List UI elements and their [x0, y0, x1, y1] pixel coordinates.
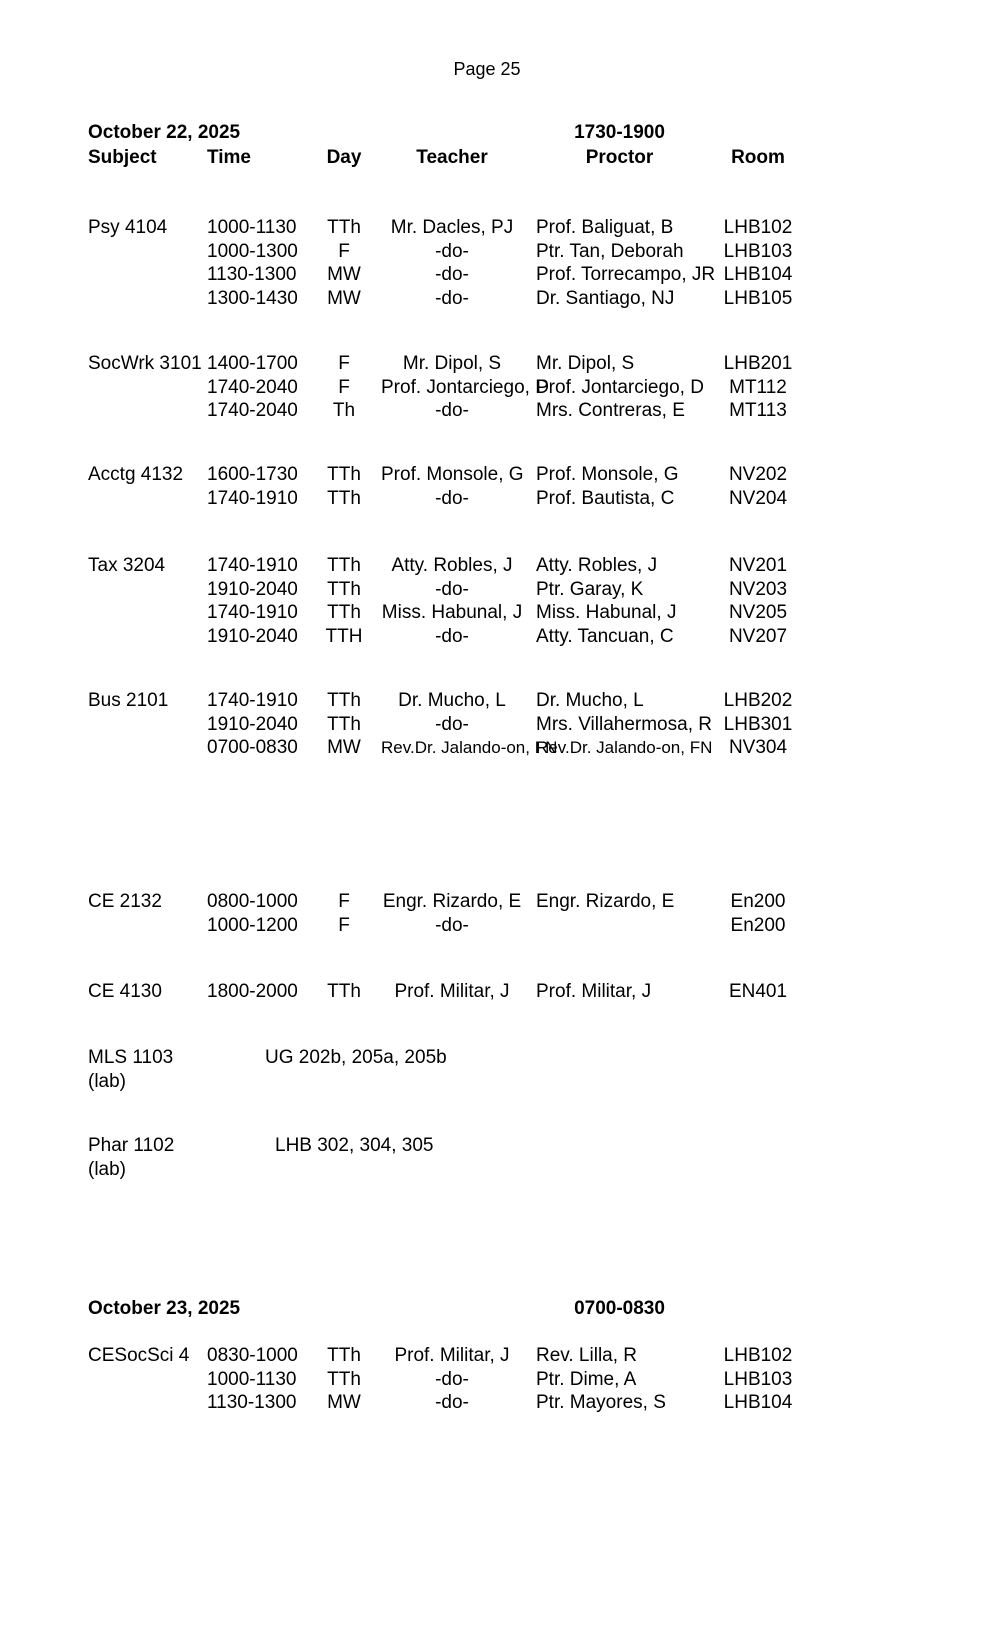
- column-header-row: [88, 146, 1000, 170]
- teacher-cell: Engr. Rizardo, E: [382, 891, 522, 912]
- room-cell: LHB104: [723, 1392, 793, 1413]
- day-cell: MW: [327, 737, 361, 758]
- day-cell: F: [338, 891, 350, 912]
- room-cell: En200: [730, 891, 786, 912]
- lab-row: [88, 1070, 1000, 1094]
- proctor-cell: Prof. Monsole, G: [536, 464, 679, 485]
- timeslot-heading: 1730-1900: [574, 122, 665, 143]
- group-tax-3204: [0, 554, 1000, 648]
- proctor-cell: Ptr. Tan, Deborah: [536, 240, 684, 262]
- teacher-cell: -do-: [435, 1368, 469, 1390]
- table-row: [88, 914, 1000, 938]
- section-heading: [88, 1297, 1000, 1321]
- proctor-cell: Mr. Dipol, S: [536, 353, 635, 374]
- teacher-cell: -do-: [435, 264, 469, 285]
- day-cell: Th: [332, 400, 356, 421]
- date-heading: October 22, 2025: [88, 122, 241, 143]
- column-header-subject: Subject: [88, 147, 157, 168]
- proctor-cell: Dr. Mucho, L: [536, 690, 644, 711]
- teacher-cell: Prof. Militar, J: [394, 1345, 510, 1366]
- column-header-room: Room: [731, 147, 785, 168]
- time-cell: 1910-2040: [207, 713, 298, 735]
- room-cell: NV202: [728, 464, 788, 485]
- proctor-cell: Dr. Santiago, NJ: [536, 287, 675, 309]
- day-cell: TTh: [327, 578, 361, 600]
- day-cell: TTh: [327, 713, 361, 735]
- subject-cell: MLS 1103: [88, 1047, 174, 1068]
- subject-cell: Tax 3204: [88, 555, 166, 576]
- group-socwrk-3101: [0, 352, 1000, 423]
- table-row: [88, 1391, 1000, 1415]
- proctor-cell: Prof. Jontarciego, D: [536, 376, 704, 398]
- day-cell: F: [338, 240, 350, 262]
- day-cell: TTh: [327, 981, 361, 1002]
- proctor-cell: Miss. Habunal, J: [536, 602, 677, 623]
- teacher-cell: Atty. Robles, J: [391, 555, 513, 576]
- lab-rooms: UG 202b, 205a, 205b: [265, 1047, 447, 1068]
- table-row: [88, 463, 1000, 487]
- proctor-cell: Mrs. Villahermosa, R: [536, 713, 712, 735]
- room-cell: LHB102: [723, 1345, 793, 1366]
- group-mls-1103-lab: [0, 1046, 1000, 1093]
- time-cell: 0800-1000: [207, 891, 298, 912]
- column-header-time: Time: [207, 147, 252, 168]
- time-cell: 1910-2040: [207, 578, 298, 600]
- room-cell: MT113: [729, 400, 787, 421]
- group-phar-1102-lab: [0, 1134, 1000, 1181]
- time-cell: 1600-1730: [207, 464, 298, 485]
- column-header-day: Day: [326, 147, 362, 168]
- table-row: [88, 352, 1000, 376]
- lab-rooms: LHB 302, 304, 305: [275, 1135, 434, 1156]
- room-cell: NV203: [728, 578, 788, 600]
- time-cell: 1000-1130: [207, 217, 297, 238]
- table-row: [88, 216, 1000, 240]
- proctor-cell: Prof. Torrecampo, JR: [536, 264, 716, 285]
- table-row: [88, 554, 1000, 578]
- section-heading: [88, 121, 1000, 145]
- subject-cell: Phar 1102: [88, 1135, 175, 1156]
- room-cell: LHB103: [723, 240, 793, 262]
- time-cell: 1800-2000: [207, 981, 298, 1002]
- teacher-cell: -do-: [435, 914, 469, 936]
- table-row: [88, 625, 1000, 649]
- day-cell: F: [338, 353, 350, 374]
- room-cell: LHB103: [723, 1368, 793, 1390]
- time-cell: 1740-1910: [207, 555, 298, 576]
- day-cell: TTh: [327, 555, 361, 576]
- page-number: Page 25: [453, 59, 521, 79]
- proctor-cell: Rev. Lilla, R: [536, 1345, 638, 1366]
- proctor-cell: Atty. Robles, J: [536, 555, 658, 576]
- lab-row: [88, 1158, 1000, 1182]
- time-cell: 1740-2040: [207, 400, 298, 421]
- day-cell: MW: [327, 287, 361, 309]
- teacher-cell: -do-: [435, 400, 469, 421]
- time-cell: 1000-1300: [207, 240, 298, 262]
- teacher-cell: Dr. Mucho, L: [398, 690, 506, 711]
- time-cell: 1740-1910: [207, 602, 298, 623]
- lab-note: (lab): [88, 1070, 127, 1092]
- day-cell: TTh: [327, 690, 361, 711]
- table-row: [88, 689, 1000, 713]
- room-cell: LHB301: [723, 713, 793, 735]
- teacher-cell: Rev.Dr. Jalando-on, FN: [381, 738, 558, 757]
- day-cell: TTh: [327, 487, 361, 509]
- subject-cell: CESocSci 4: [88, 1345, 190, 1366]
- date-heading: October 23, 2025: [88, 1298, 241, 1319]
- room-cell: NV204: [728, 487, 788, 509]
- room-cell: En200: [730, 914, 786, 936]
- table-row: [88, 736, 1000, 760]
- group-ce-2132: [0, 890, 1000, 937]
- time-cell: 0830-1000: [207, 1345, 298, 1366]
- teacher-cell: -do-: [435, 578, 469, 600]
- lab-row: [88, 1046, 1000, 1070]
- timeslot-heading: 0700-0830: [574, 1298, 665, 1319]
- day-cell: F: [338, 376, 350, 398]
- time-cell: 1740-1910: [207, 487, 298, 509]
- subject-cell: CE 2132: [88, 891, 162, 912]
- room-cell: NV201: [728, 555, 788, 576]
- teacher-cell: -do-: [435, 487, 469, 509]
- table-row: [88, 263, 1000, 287]
- teacher-cell: -do-: [435, 1392, 469, 1413]
- subject-cell: Psy 4104: [88, 217, 168, 238]
- subject-cell: Bus 2101: [88, 690, 169, 711]
- table-row: [88, 713, 1000, 737]
- time-cell: 1000-1200: [207, 914, 298, 936]
- teacher-cell: Prof. Jontarciego, D: [381, 376, 549, 398]
- room-cell: LHB104: [723, 264, 793, 285]
- room-cell: NV205: [728, 602, 788, 623]
- proctor-cell: [523, 914, 703, 938]
- group-cesocsci-4: [0, 1344, 1000, 1415]
- time-cell: 1300-1430: [207, 287, 298, 309]
- table-row: [88, 287, 1000, 311]
- day-cell: MW: [327, 264, 361, 285]
- time-cell: 1130-1300: [207, 1392, 297, 1413]
- time-cell: 1130-1300: [207, 264, 297, 285]
- proctor-cell: Ptr. Garay, K: [536, 578, 644, 600]
- time-cell: 1740-1910: [207, 690, 298, 711]
- day-cell: TTh: [327, 1368, 361, 1390]
- day-cell: TTh: [327, 602, 361, 623]
- table-row: [88, 399, 1000, 423]
- subject-cell: Acctg 4132: [88, 464, 184, 485]
- table-row: [88, 980, 1000, 1004]
- room-cell: NV304: [728, 737, 788, 758]
- proctor-cell: Ptr. Mayores, S: [536, 1392, 666, 1413]
- lab-note: (lab): [88, 1158, 127, 1180]
- proctor-cell: Prof. Militar, J: [536, 981, 652, 1002]
- column-header-proctor: Proctor: [585, 147, 654, 168]
- teacher-cell: -do-: [435, 625, 469, 647]
- table-row: [88, 1368, 1000, 1392]
- teacher-cell: -do-: [435, 240, 469, 262]
- room-cell: MT112: [729, 376, 787, 398]
- teacher-cell: Miss. Habunal, J: [381, 602, 523, 623]
- day-cell: TTh: [327, 217, 361, 238]
- group-ce-4130: [0, 980, 1000, 1004]
- day-cell: TTh: [327, 464, 361, 485]
- group-psy-4104: [0, 216, 1000, 310]
- lab-row: [88, 1134, 1000, 1158]
- proctor-cell: Atty. Tancuan, C: [536, 625, 674, 647]
- table-row: [88, 487, 1000, 511]
- day-cell: MW: [327, 1392, 361, 1413]
- table-row: [88, 1344, 1000, 1368]
- group-bus-2101: [0, 689, 1000, 760]
- day-cell: TTH: [325, 625, 363, 647]
- proctor-cell: Rev.Dr. Jalando-on, FN: [536, 738, 713, 757]
- teacher-cell: Mr. Dacles, PJ: [390, 217, 514, 238]
- teacher-cell: Prof. Monsole, G: [381, 464, 524, 485]
- subject-cell: CE 4130: [88, 981, 162, 1002]
- room-cell: LHB202: [723, 690, 793, 711]
- room-cell: LHB201: [723, 353, 793, 374]
- teacher-cell: -do-: [435, 287, 469, 309]
- day-cell: F: [338, 914, 350, 936]
- room-cell: NV207: [728, 625, 788, 647]
- room-cell: EN401: [728, 981, 788, 1002]
- teacher-cell: -do-: [435, 713, 469, 735]
- room-cell: LHB102: [723, 217, 793, 238]
- table-row: [88, 240, 1000, 264]
- proctor-cell: Engr. Rizardo, E: [536, 891, 675, 912]
- proctor-cell: Prof. Baliguat, B: [536, 217, 674, 238]
- time-cell: 1740-2040: [207, 376, 298, 398]
- subject-cell: SocWrk 3101: [88, 353, 202, 374]
- proctor-cell: Ptr. Dime, A: [536, 1368, 637, 1390]
- time-cell: 1910-2040: [207, 625, 298, 647]
- table-row: [88, 578, 1000, 602]
- time-cell: 1000-1130: [207, 1368, 297, 1390]
- teacher-cell: Mr. Dipol, S: [402, 353, 502, 374]
- time-cell: 0700-0830: [207, 737, 298, 758]
- table-row: [88, 890, 1000, 914]
- day-cell: TTh: [327, 1345, 361, 1366]
- proctor-cell: Prof. Bautista, C: [536, 487, 675, 509]
- proctor-cell: Mrs. Contreras, E: [536, 400, 685, 421]
- room-cell: LHB105: [723, 287, 793, 309]
- column-header-teacher: Teacher: [416, 147, 488, 168]
- table-row: [88, 601, 1000, 625]
- table-row: [88, 376, 1000, 400]
- group-acctg-4132: [0, 463, 1000, 510]
- teacher-cell: Prof. Militar, J: [394, 981, 510, 1002]
- time-cell: 1400-1700: [207, 353, 298, 374]
